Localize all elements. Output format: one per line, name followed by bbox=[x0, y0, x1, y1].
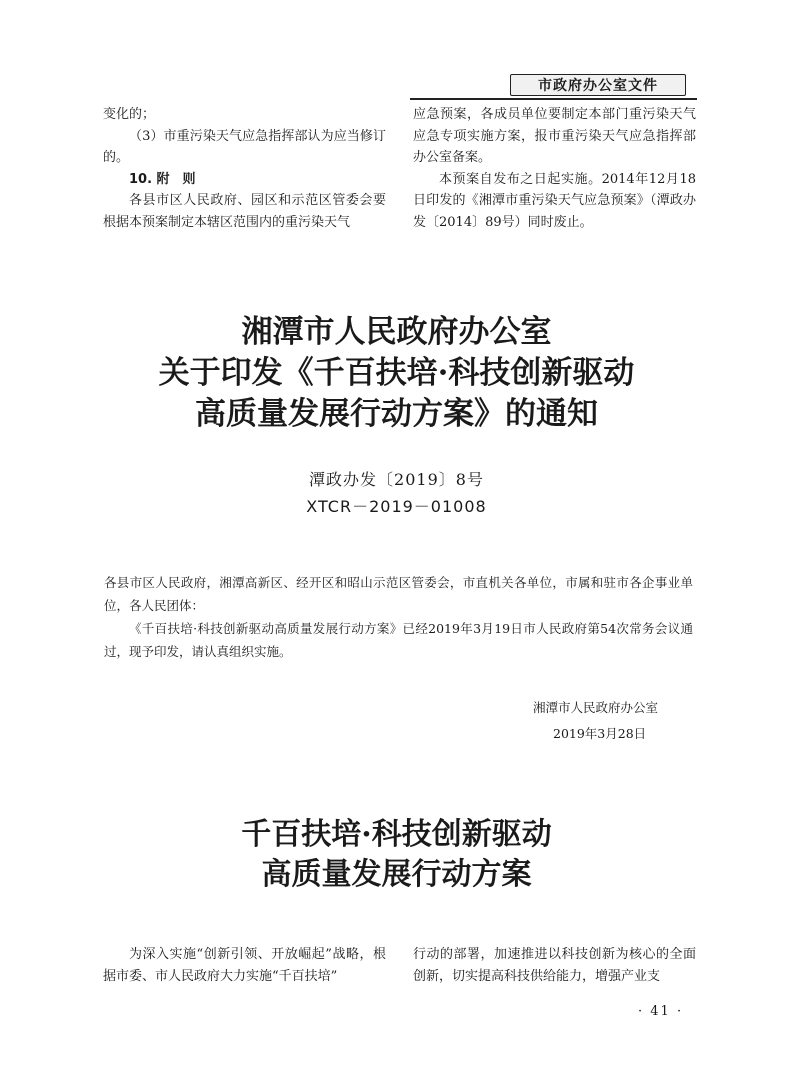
prev-doc-line: 变化的； bbox=[103, 107, 156, 122]
plan-title bbox=[0, 815, 793, 895]
prev-doc-paragraph: 本预案自发布之日起实施。2014年12月18日印发的《湘潭市重污染天气应急预案》（潭政办发〔2014〕89号）同时废止。 bbox=[413, 171, 696, 230]
document-number: 潭政办发〔2019〕8号 bbox=[309, 470, 484, 489]
section-badge: 市政府办公室文件 bbox=[510, 74, 686, 96]
header-rule bbox=[410, 98, 697, 100]
prev-doc-section-heading: 10. 附 则 bbox=[129, 171, 196, 187]
notice-title-line: 高质量发展行动方案》的通知 bbox=[195, 396, 598, 432]
notice-paragraph: 《千百扶培·科技创新驱动高质量发展行动方案》已经2019年3月19日市人民政府第54次常务会议通过，现予印发，请认真组织实施。 bbox=[104, 621, 693, 659]
plan-title-line: 高质量发展行动方案 bbox=[261, 857, 532, 892]
plan-paragraph: 行动的部署，加速推进以科技创新为核心的全面创新，切实提高科技供给能力，增强产业支 bbox=[413, 947, 696, 984]
prev-doc-right-column bbox=[413, 104, 696, 233]
prev-doc-paragraph: 应急预案，各成员单位要制定本部门重污染天气应急专项实施方案，报市重污染天气应急指挥部办公室备案。 bbox=[413, 107, 696, 165]
page-number: · 41 · bbox=[638, 1004, 684, 1019]
prev-doc-paragraph: 各县市区人民政府、园区和示范区管委会要根据本预案制定本辖区范围内的重污染天气 bbox=[103, 193, 386, 230]
plan-right-column bbox=[413, 944, 696, 987]
notice-body bbox=[104, 571, 693, 663]
notice-title-line: 关于印发《千百扶培·科技创新驱动 bbox=[158, 355, 635, 391]
prev-doc-paragraph: （3）市重污染天气应急指挥部认为应当修订的。 bbox=[103, 128, 386, 165]
signature-org: 湘潭市人民政府办公室 bbox=[533, 700, 659, 715]
notice-title-line: 湘潭市人民政府办公室 bbox=[241, 314, 552, 350]
prev-doc-left-column bbox=[103, 104, 386, 233]
plan-left-column bbox=[103, 944, 386, 987]
signature-date: 2019年3月28日 bbox=[553, 726, 647, 741]
notice-title bbox=[0, 312, 793, 435]
notice-addressees: 各县市区人民政府，湘潭高新区、经开区和昭山示范区管委会，市直机关各单位，市属和驻市各企事业单位，各人民团体： bbox=[104, 575, 693, 613]
plan-paragraph: 为深入实施“创新引领、开放崛起”战略，根据市委、市人民政府大力实施“千百扶培” bbox=[103, 947, 386, 984]
plan-title-line: 千百扶培·科技创新驱动 bbox=[241, 817, 552, 852]
registry-code: XTCR－2019－01008 bbox=[306, 497, 487, 516]
